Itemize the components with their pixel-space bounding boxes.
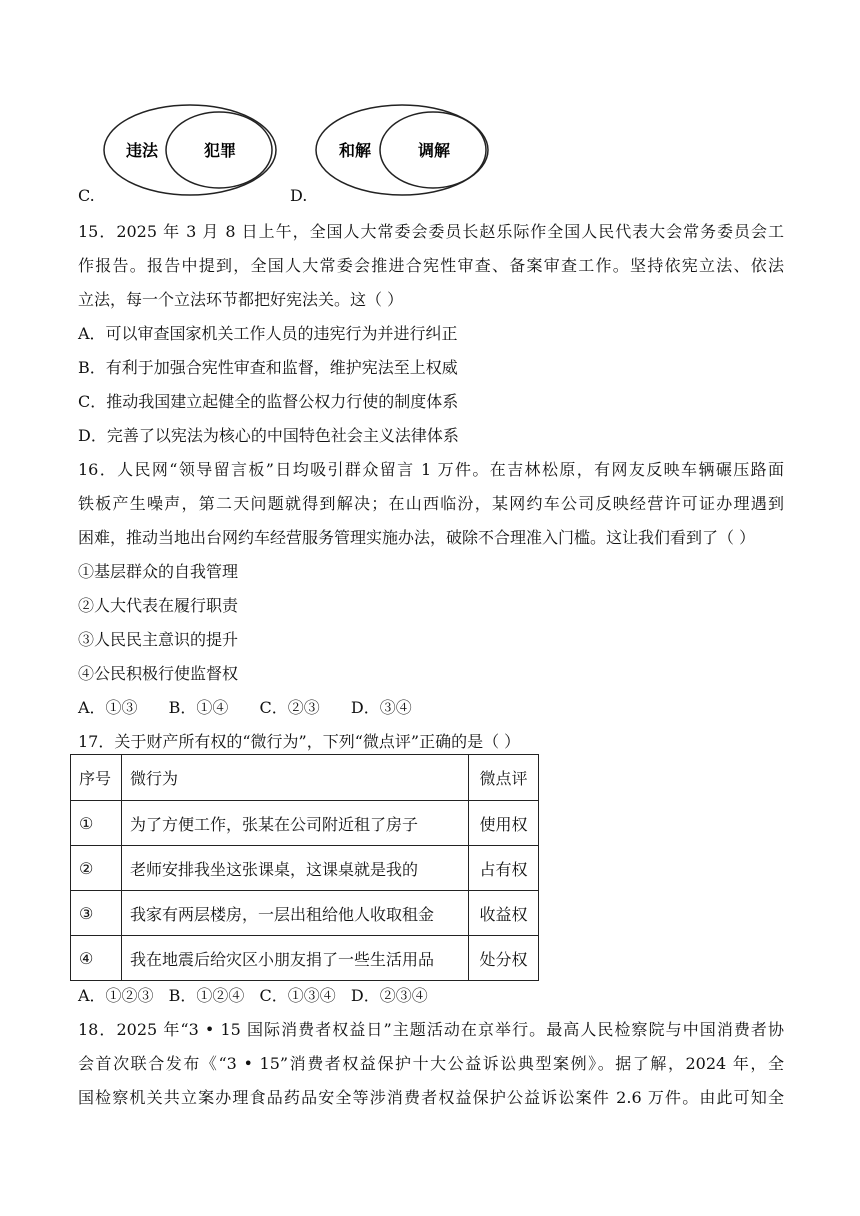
q16-line-1: 16．人民网“领导留言板”日均吸引群众留言 1 万件。在吉林松原，有网友反映车辆碾压路面	[78, 460, 784, 479]
venn-d-outer-label: 和解	[339, 141, 372, 160]
q16-line-3: 困难，推动当地出台网约车经营服务管理实施办法，破除不合理准入门槛。这让我们看到了（ ）	[78, 528, 756, 547]
table-row	[71, 846, 539, 891]
q16-item-1: ①基层群众的自我管理	[78, 562, 239, 581]
venn-c	[104, 105, 276, 195]
q16-item-2: ②人大代表在履行职责	[78, 596, 239, 615]
q17-table	[70, 754, 539, 981]
q18-line-1: 18．2025 年“3 • 15 国际消费者权益日”主题活动在京举行。最高人民检察院与中国消费者协	[78, 1020, 784, 1039]
table-cell-comment: 收益权	[469, 891, 539, 936]
table-cell-comment: 处分权	[469, 936, 539, 981]
q17-answer-options	[78, 986, 454, 1006]
venn-diagrams	[0, 0, 860, 200]
q16-answer-a: A．①③	[78, 698, 138, 717]
venn-d-inner-label: 调解	[418, 141, 451, 160]
venn-c-inner-label: 犯罪	[204, 141, 237, 160]
q18-line-2: 会首次联合发布《“3 • 15”消费者权益保护十大公益诉讼典型案例》。据了解，2024 年，全	[78, 1054, 784, 1073]
q15-option-b: B．有利于加强合宪性审查和监督，维护宪法至上权威	[78, 358, 458, 377]
q15-line-2: 作报告。报告中提到，全国人大常委会推进合宪性审查、备案审查工作。坚持依宪立法、依法	[78, 256, 784, 275]
q17-answer-c: C．①③④	[259, 986, 336, 1005]
q17-answer-d: D．②③④	[350, 986, 428, 1005]
q16-line-2: 铁板产生噪声，第二天问题就得到解决；在山西临汾，某网约车公司反映经营许可证办理遇到	[78, 494, 784, 513]
table-header-cell: 微行为	[122, 755, 469, 801]
venn-d	[316, 105, 488, 195]
table-cell-behavior: 我家有两层楼房，一层出租给他人收取租金	[122, 891, 469, 936]
table-row	[71, 801, 539, 846]
table-cell-comment: 占有权	[469, 846, 539, 891]
q15-line-3: 立法，每一个立法环节都把好宪法关。这（ ）	[78, 290, 404, 309]
q15-line-1: 15．2025 年 3 月 8 日上午，全国人大常委会委员长赵乐际作全国人民代表大会常务委员会工	[78, 222, 784, 241]
table-cell-number: ①	[71, 801, 122, 846]
q16-answer-options	[78, 698, 438, 718]
q17-answer-a: A．①②③	[78, 986, 154, 1005]
table-cell-number: ④	[71, 936, 122, 981]
q16-answer-d: D．③④	[350, 698, 412, 717]
option-d-label: D.	[290, 186, 308, 205]
table-header-cell: 序号	[71, 755, 122, 801]
table-cell-behavior: 为了方便工作，张某在公司附近租了房子	[122, 801, 469, 846]
table-cell-comment: 使用权	[469, 801, 539, 846]
q15-option-c: C．推动我国建立起健全的监督公权力行使的制度体系	[78, 392, 459, 411]
table-header-cell: 微点评	[469, 755, 539, 801]
q16-answer-c: C．②③	[259, 698, 320, 717]
venn-c-outer-label: 违法	[126, 141, 159, 160]
table-cell-number: ②	[71, 846, 122, 891]
table-row	[71, 936, 539, 981]
table-cell-number: ③	[71, 891, 122, 936]
table-cell-behavior: 老师安排我坐这张课桌，这课桌就是我的	[122, 846, 469, 891]
q15-option-a: A．可以审查国家机关工作人员的违宪行为并进行纠正	[78, 324, 458, 343]
table-header-row	[71, 755, 539, 801]
table-row	[71, 891, 539, 936]
q16-answer-b: B．①④	[168, 698, 229, 717]
q17-stem: 17．关于财产所有权的“微行为”，下列“微点评”正确的是（ ）	[78, 732, 521, 751]
table-cell-behavior: 我在地震后给灾区小朋友捐了一些生活用品	[122, 936, 469, 981]
q17-answer-b: B．①②④	[168, 986, 245, 1005]
q18-line-3: 国检察机关共立案办理食品药品安全等涉消费者权益保护公益诉讼案件 2.6 万件。由此可知全	[78, 1088, 784, 1107]
option-c-label: C.	[78, 186, 95, 205]
q15-option-d: D．完善了以宪法为核心的中国特色社会主义法律体系	[78, 426, 459, 445]
q16-item-3: ③人民民主意识的提升	[78, 630, 239, 649]
q16-item-4: ④公民积极行使监督权	[78, 664, 239, 683]
